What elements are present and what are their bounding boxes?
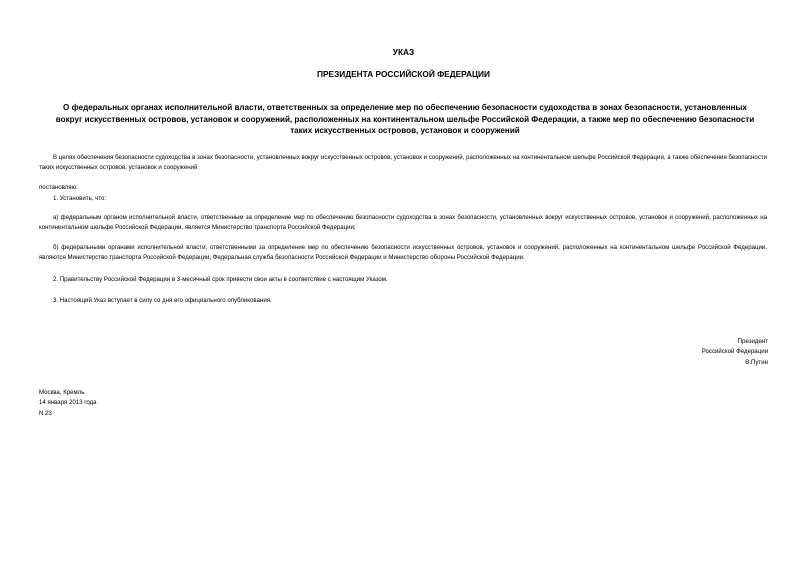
- issue-info-block: [39, 388, 97, 419]
- signature-country: Российской Федерации: [701, 348, 768, 356]
- document-type-heading: УКАЗ: [392, 47, 415, 57]
- item-2-paragraph: 2. Правительству Российской Федерации в 3-месячный срок привести свои акты в соответствие с настоящим Указом.: [53, 276, 388, 283]
- item-1-paragraph: 1. Установить, что:: [53, 195, 107, 202]
- signature-block: [702, 337, 768, 368]
- item-1b-paragraph: б) федеральными органами исполнительной власти, ответственными за определение мер по обеспечению безопасности искусственных островов, установок и сооружений, расположенных на континентальном шельфе Российской Федерации, являются Министерство транспорта Российской Федерации, Федеральная служба безопасности Российской Федерации и Министерство обороны Российской Федерации.: [39, 244, 767, 262]
- document-title: О федеральных органах исполнительной власти, ответственных за определение мер по обеспечению безопасности судоходства в зонах безопасности, установленных вокруг искусственных островов, установок и сооружений, расположенных на континентальном шельфе Российской Федерации, а также мер по обеспечению безопасности таких искусственных островов, установок и сооружений: [55, 103, 755, 135]
- signature-title: Президент: [737, 338, 768, 345]
- resolved-paragraph: постановляю:: [39, 184, 78, 191]
- item-1a-paragraph: а) федеральным органом исполнительной власти, ответственным за определение мер по обеспечению безопасности судоходства в зонах безопасности, установленных вокруг искусственных островов, установок и сооружений, расположенных на континентальном шельфе Российской Федерации, является Министерство транспорта Российской Федерации;: [39, 214, 767, 232]
- preamble-paragraph: В целях обеспечения безопасности судоходства в зонах безопасности, установленных вокруг искусственных островов, установок и сооружений, расположенных на континентальном шельфе Российской Федерации, а также обеспечения безопасности таких искусственных островов, установок и сооружений: [39, 154, 767, 172]
- signature-name: В.Путин: [745, 358, 768, 366]
- issue-date: 14 января 2013 года: [39, 399, 97, 407]
- document-number: N 23: [39, 409, 52, 417]
- issue-place: Москва, Кремль: [39, 389, 85, 396]
- document-issuer-heading: ПРЕЗИДЕНТА РОССИЙСКОЙ ФЕДЕРАЦИИ: [317, 69, 490, 79]
- item-3-paragraph: 3. Настоящий Указ вступает в силу со дня его официального опубликования.: [53, 297, 272, 304]
